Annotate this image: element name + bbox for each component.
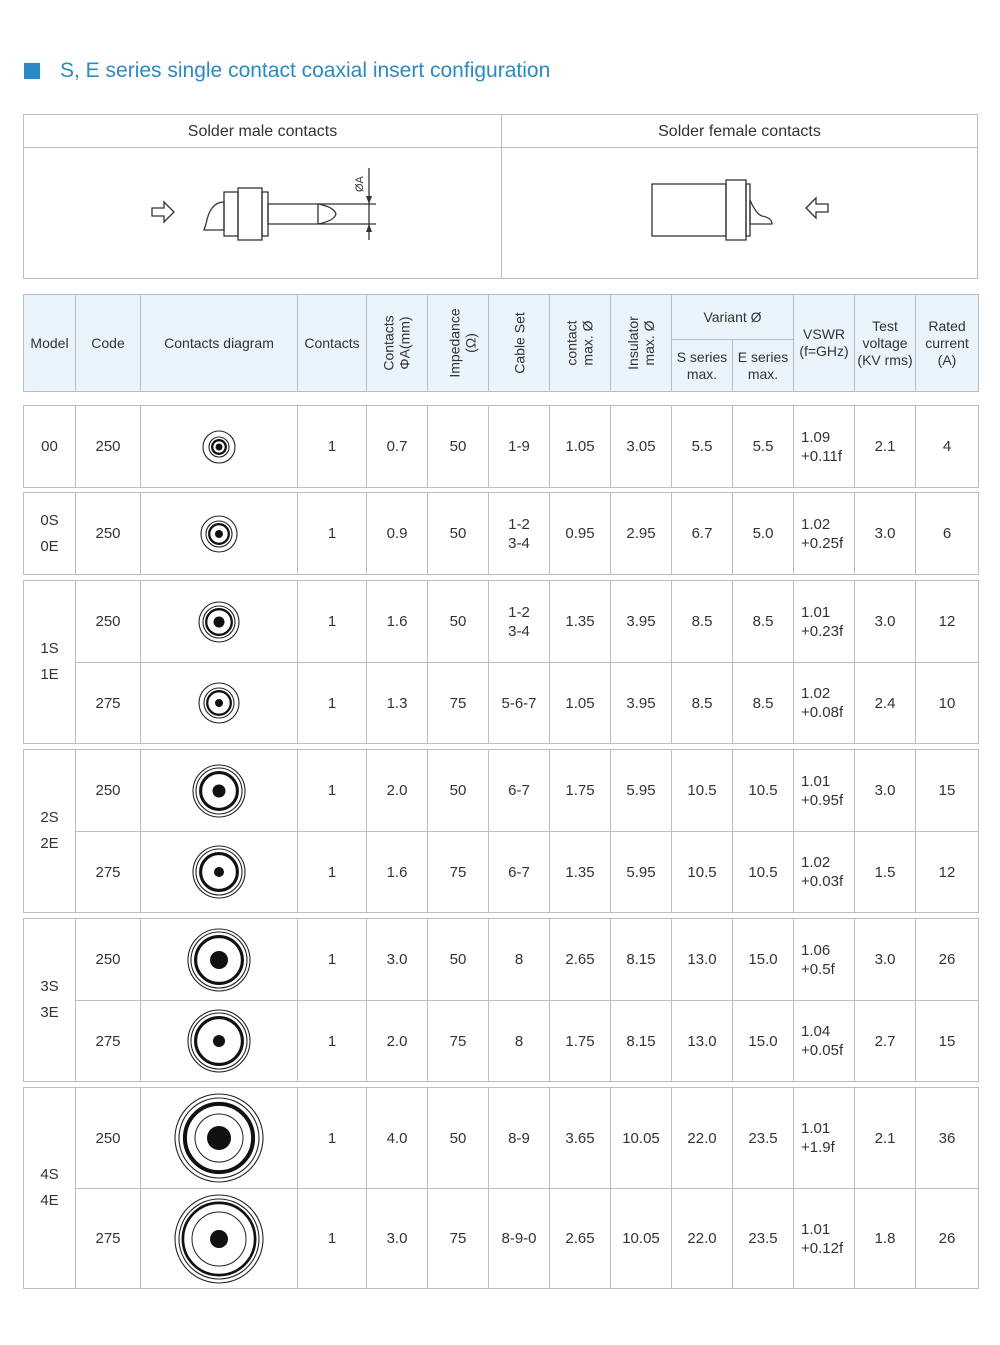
cable-set-cell: 6-7 bbox=[489, 750, 550, 832]
impedance-cell: 75 bbox=[428, 1189, 489, 1289]
s-series-cell: 10.5 bbox=[672, 832, 733, 913]
vswr-cell: 1.01 +0.95f bbox=[794, 750, 855, 832]
vswr-cell: 1.06 +0.5f bbox=[794, 919, 855, 1001]
test-voltage-cell: 1.8 bbox=[855, 1189, 916, 1289]
model-cell: 3S 3E bbox=[24, 919, 76, 1082]
contact-max-cell: 1.75 bbox=[550, 750, 611, 832]
insulator-max-cell: 10.05 bbox=[611, 1189, 672, 1289]
col-vswr: VSWR (f=GHz) bbox=[794, 295, 855, 392]
col-variant: Variant Ø bbox=[672, 295, 794, 340]
table-row bbox=[24, 406, 979, 488]
col-insulator-max: Insulator max. Ø bbox=[611, 295, 672, 392]
test-voltage-cell: 1.5 bbox=[855, 832, 916, 913]
page-title: S, E series single contact coaxial insert configuration bbox=[60, 59, 551, 82]
coax-diagram-icon bbox=[191, 844, 247, 900]
coax-diagram-icon bbox=[191, 763, 247, 819]
e-series-cell: 10.5 bbox=[733, 750, 794, 832]
rated-current-cell: 26 bbox=[916, 1189, 979, 1289]
rated-current-cell: 36 bbox=[916, 1088, 979, 1189]
code-cell: 275 bbox=[76, 663, 141, 744]
coax-diagram-icon bbox=[197, 600, 241, 644]
diagram-cell bbox=[141, 1088, 298, 1189]
cable-set-cell: 8 bbox=[489, 919, 550, 1001]
contacts-cell: 1 bbox=[298, 832, 367, 913]
contacts-dia-cell: 1.6 bbox=[367, 832, 428, 913]
contacts-cell: 1 bbox=[298, 406, 367, 488]
test-voltage-cell: 3.0 bbox=[855, 581, 916, 663]
contact-max-cell: 1.75 bbox=[550, 1001, 611, 1082]
table-row bbox=[24, 919, 979, 1001]
coax-diagram-icon bbox=[186, 927, 252, 993]
contact-max-cell: 2.65 bbox=[550, 1189, 611, 1289]
coax-diagram-icon bbox=[186, 1008, 252, 1074]
title-square-icon bbox=[24, 63, 40, 79]
diagram-cell bbox=[141, 581, 298, 663]
s-series-cell: 6.7 bbox=[672, 493, 733, 575]
table-row bbox=[24, 493, 979, 575]
col-contact-max: contact max. Ø bbox=[550, 295, 611, 392]
contacts-cell: 1 bbox=[298, 1001, 367, 1082]
impedance-cell: 50 bbox=[428, 406, 489, 488]
table-row bbox=[24, 750, 979, 832]
model-cell: 0S 0E bbox=[24, 493, 76, 575]
col-e-series: E series max. bbox=[733, 340, 794, 392]
rated-current-cell: 4 bbox=[916, 406, 979, 488]
contacts-dia-cell: 3.0 bbox=[367, 919, 428, 1001]
vswr-cell: 1.02 +0.03f bbox=[794, 832, 855, 913]
coax-diagram-icon bbox=[197, 681, 241, 725]
contacts-dia-cell: 2.0 bbox=[367, 1001, 428, 1082]
table-row bbox=[24, 1088, 979, 1189]
dimension-label: ØA bbox=[354, 176, 366, 192]
contact-max-cell: 3.65 bbox=[550, 1088, 611, 1189]
s-series-cell: 8.5 bbox=[672, 663, 733, 744]
e-series-cell: 8.5 bbox=[733, 581, 794, 663]
model-cell: 4S 4E bbox=[24, 1088, 76, 1289]
contacts-dia-cell: 1.6 bbox=[367, 581, 428, 663]
model-cell: 00 bbox=[24, 406, 76, 488]
table-row bbox=[24, 663, 979, 744]
test-voltage-cell: 2.7 bbox=[855, 1001, 916, 1082]
insulator-max-cell: 5.95 bbox=[611, 750, 672, 832]
col-diagram: Contacts diagram bbox=[141, 295, 298, 392]
diagram-cell bbox=[141, 493, 298, 575]
contacts-dia-cell: 0.7 bbox=[367, 406, 428, 488]
insulator-max-cell: 10.05 bbox=[611, 1088, 672, 1189]
e-series-cell: 5.0 bbox=[733, 493, 794, 575]
vswr-cell: 1.04 +0.05f bbox=[794, 1001, 855, 1082]
model-group-table bbox=[23, 918, 979, 1082]
insulator-max-cell: 3.95 bbox=[611, 581, 672, 663]
contacts-cell: 1 bbox=[298, 493, 367, 575]
impedance-cell: 75 bbox=[428, 1001, 489, 1082]
col-code: Code bbox=[76, 295, 141, 392]
insulator-max-cell: 8.15 bbox=[611, 919, 672, 1001]
s-series-cell: 8.5 bbox=[672, 581, 733, 663]
insulator-max-cell: 3.95 bbox=[611, 663, 672, 744]
cable-set-cell: 8 bbox=[489, 1001, 550, 1082]
cable-set-cell: 6-7 bbox=[489, 832, 550, 913]
table-row bbox=[24, 1001, 979, 1082]
test-voltage-cell: 2.4 bbox=[855, 663, 916, 744]
coax-diagram-icon bbox=[199, 514, 239, 554]
s-series-cell: 13.0 bbox=[672, 919, 733, 1001]
code-cell: 250 bbox=[76, 406, 141, 488]
cable-set-cell: 1-2 3-4 bbox=[489, 581, 550, 663]
diagram-cell bbox=[141, 406, 298, 488]
s-series-cell: 5.5 bbox=[672, 406, 733, 488]
cable-set-cell: 8-9 bbox=[489, 1088, 550, 1189]
coax-diagram-icon bbox=[173, 1193, 265, 1285]
code-cell: 250 bbox=[76, 750, 141, 832]
diagram-cell bbox=[141, 663, 298, 744]
e-series-cell: 15.0 bbox=[733, 1001, 794, 1082]
impedance-cell: 50 bbox=[428, 919, 489, 1001]
contacts-cell: 1 bbox=[298, 663, 367, 744]
model-cell: 1S 1E bbox=[24, 581, 76, 744]
contact-max-cell: 1.35 bbox=[550, 832, 611, 913]
cable-set-cell: 5-6-7 bbox=[489, 663, 550, 744]
impedance-cell: 50 bbox=[428, 581, 489, 663]
cable-set-cell: 1-9 bbox=[489, 406, 550, 488]
e-series-cell: 15.0 bbox=[733, 919, 794, 1001]
vswr-cell: 1.01 +0.12f bbox=[794, 1189, 855, 1289]
test-voltage-cell: 2.1 bbox=[855, 1088, 916, 1189]
impedance-cell: 50 bbox=[428, 750, 489, 832]
vswr-cell: 1.09 +0.11f bbox=[794, 406, 855, 488]
female-contact-drawing bbox=[502, 148, 977, 278]
contacts-cell: 1 bbox=[298, 919, 367, 1001]
model-group-table bbox=[23, 1087, 979, 1289]
contact-max-cell: 0.95 bbox=[550, 493, 611, 575]
impedance-cell: 75 bbox=[428, 663, 489, 744]
rated-current-cell: 15 bbox=[916, 1001, 979, 1082]
e-series-cell: 10.5 bbox=[733, 832, 794, 913]
contacts-cell: 1 bbox=[298, 1088, 367, 1189]
impedance-cell: 50 bbox=[428, 493, 489, 575]
e-series-cell: 8.5 bbox=[733, 663, 794, 744]
contacts-dia-cell: 0.9 bbox=[367, 493, 428, 575]
e-series-cell: 23.5 bbox=[733, 1088, 794, 1189]
model-group-table bbox=[23, 749, 979, 913]
s-series-cell: 10.5 bbox=[672, 750, 733, 832]
e-series-cell: 5.5 bbox=[733, 406, 794, 488]
s-series-cell: 22.0 bbox=[672, 1088, 733, 1189]
rated-current-cell: 15 bbox=[916, 750, 979, 832]
contacts-dia-cell: 4.0 bbox=[367, 1088, 428, 1189]
diagram-cell bbox=[141, 919, 298, 1001]
rated-current-cell: 26 bbox=[916, 919, 979, 1001]
table-row bbox=[24, 832, 979, 913]
contacts-dia-cell: 1.3 bbox=[367, 663, 428, 744]
contacts-cell: 1 bbox=[298, 581, 367, 663]
table-row bbox=[24, 1189, 979, 1289]
col-contacts-dia: Contacts ΦA(mm) bbox=[367, 295, 428, 392]
model-group-table bbox=[23, 492, 979, 575]
diagram-cell bbox=[141, 1189, 298, 1289]
impedance-cell: 75 bbox=[428, 832, 489, 913]
contacts-drawing-table bbox=[23, 114, 978, 279]
contact-max-cell: 1.05 bbox=[550, 663, 611, 744]
diagram-cell bbox=[141, 1001, 298, 1082]
male-contact-drawing bbox=[24, 148, 501, 278]
s-series-cell: 13.0 bbox=[672, 1001, 733, 1082]
arrow-right-icon bbox=[152, 202, 174, 222]
contacts-dia-cell: 2.0 bbox=[367, 750, 428, 832]
male-contacts-header: Solder male contacts bbox=[24, 115, 501, 148]
code-cell: 275 bbox=[76, 832, 141, 913]
contact-max-cell: 1.35 bbox=[550, 581, 611, 663]
section-title bbox=[24, 56, 550, 86]
contacts-cell: 1 bbox=[298, 750, 367, 832]
code-cell: 250 bbox=[76, 1088, 141, 1189]
model-cell: 2S 2E bbox=[24, 750, 76, 913]
col-impedance: Impedance (Ω) bbox=[428, 295, 489, 392]
cable-set-cell: 8-9-0 bbox=[489, 1189, 550, 1289]
contacts-dia-cell: 3.0 bbox=[367, 1189, 428, 1289]
vswr-cell: 1.01 +1.9f bbox=[794, 1088, 855, 1189]
contacts-cell: 1 bbox=[298, 1189, 367, 1289]
test-voltage-cell: 3.0 bbox=[855, 493, 916, 575]
vswr-cell: 1.02 +0.25f bbox=[794, 493, 855, 575]
rated-current-cell: 12 bbox=[916, 832, 979, 913]
col-cable-set: Cable Set bbox=[489, 295, 550, 392]
rated-current-cell: 12 bbox=[916, 581, 979, 663]
insulator-max-cell: 2.95 bbox=[611, 493, 672, 575]
code-cell: 275 bbox=[76, 1189, 141, 1289]
col-rated-current: Rated current (A) bbox=[916, 295, 979, 392]
rated-current-cell: 10 bbox=[916, 663, 979, 744]
insulator-max-cell: 3.05 bbox=[611, 406, 672, 488]
s-series-cell: 22.0 bbox=[672, 1189, 733, 1289]
code-cell: 250 bbox=[76, 493, 141, 575]
code-cell: 250 bbox=[76, 581, 141, 663]
spec-header-table bbox=[23, 294, 979, 392]
female-contacts-header: Solder female contacts bbox=[502, 115, 977, 148]
insulator-max-cell: 8.15 bbox=[611, 1001, 672, 1082]
impedance-cell: 50 bbox=[428, 1088, 489, 1189]
arrow-left-icon bbox=[806, 198, 828, 218]
test-voltage-cell: 2.1 bbox=[855, 406, 916, 488]
col-s-series: S series max. bbox=[672, 340, 733, 392]
col-contacts: Contacts bbox=[298, 295, 367, 392]
cable-set-cell: 1-2 3-4 bbox=[489, 493, 550, 575]
diagram-cell bbox=[141, 750, 298, 832]
coax-diagram-icon bbox=[201, 429, 237, 465]
test-voltage-cell: 3.0 bbox=[855, 919, 916, 1001]
model-group-table bbox=[23, 580, 979, 744]
col-model: Model bbox=[24, 295, 76, 392]
code-cell: 250 bbox=[76, 919, 141, 1001]
vswr-cell: 1.01 +0.23f bbox=[794, 581, 855, 663]
e-series-cell: 23.5 bbox=[733, 1189, 794, 1289]
col-test-voltage: Test voltage (KV rms) bbox=[855, 295, 916, 392]
vswr-cell: 1.02 +0.08f bbox=[794, 663, 855, 744]
test-voltage-cell: 3.0 bbox=[855, 750, 916, 832]
rated-current-cell: 6 bbox=[916, 493, 979, 575]
contact-max-cell: 1.05 bbox=[550, 406, 611, 488]
contact-max-cell: 2.65 bbox=[550, 919, 611, 1001]
insulator-max-cell: 5.95 bbox=[611, 832, 672, 913]
table-row bbox=[24, 581, 979, 663]
model-group-table bbox=[23, 405, 979, 488]
diagram-cell bbox=[141, 832, 298, 913]
code-cell: 275 bbox=[76, 1001, 141, 1082]
coax-diagram-icon bbox=[173, 1092, 265, 1184]
